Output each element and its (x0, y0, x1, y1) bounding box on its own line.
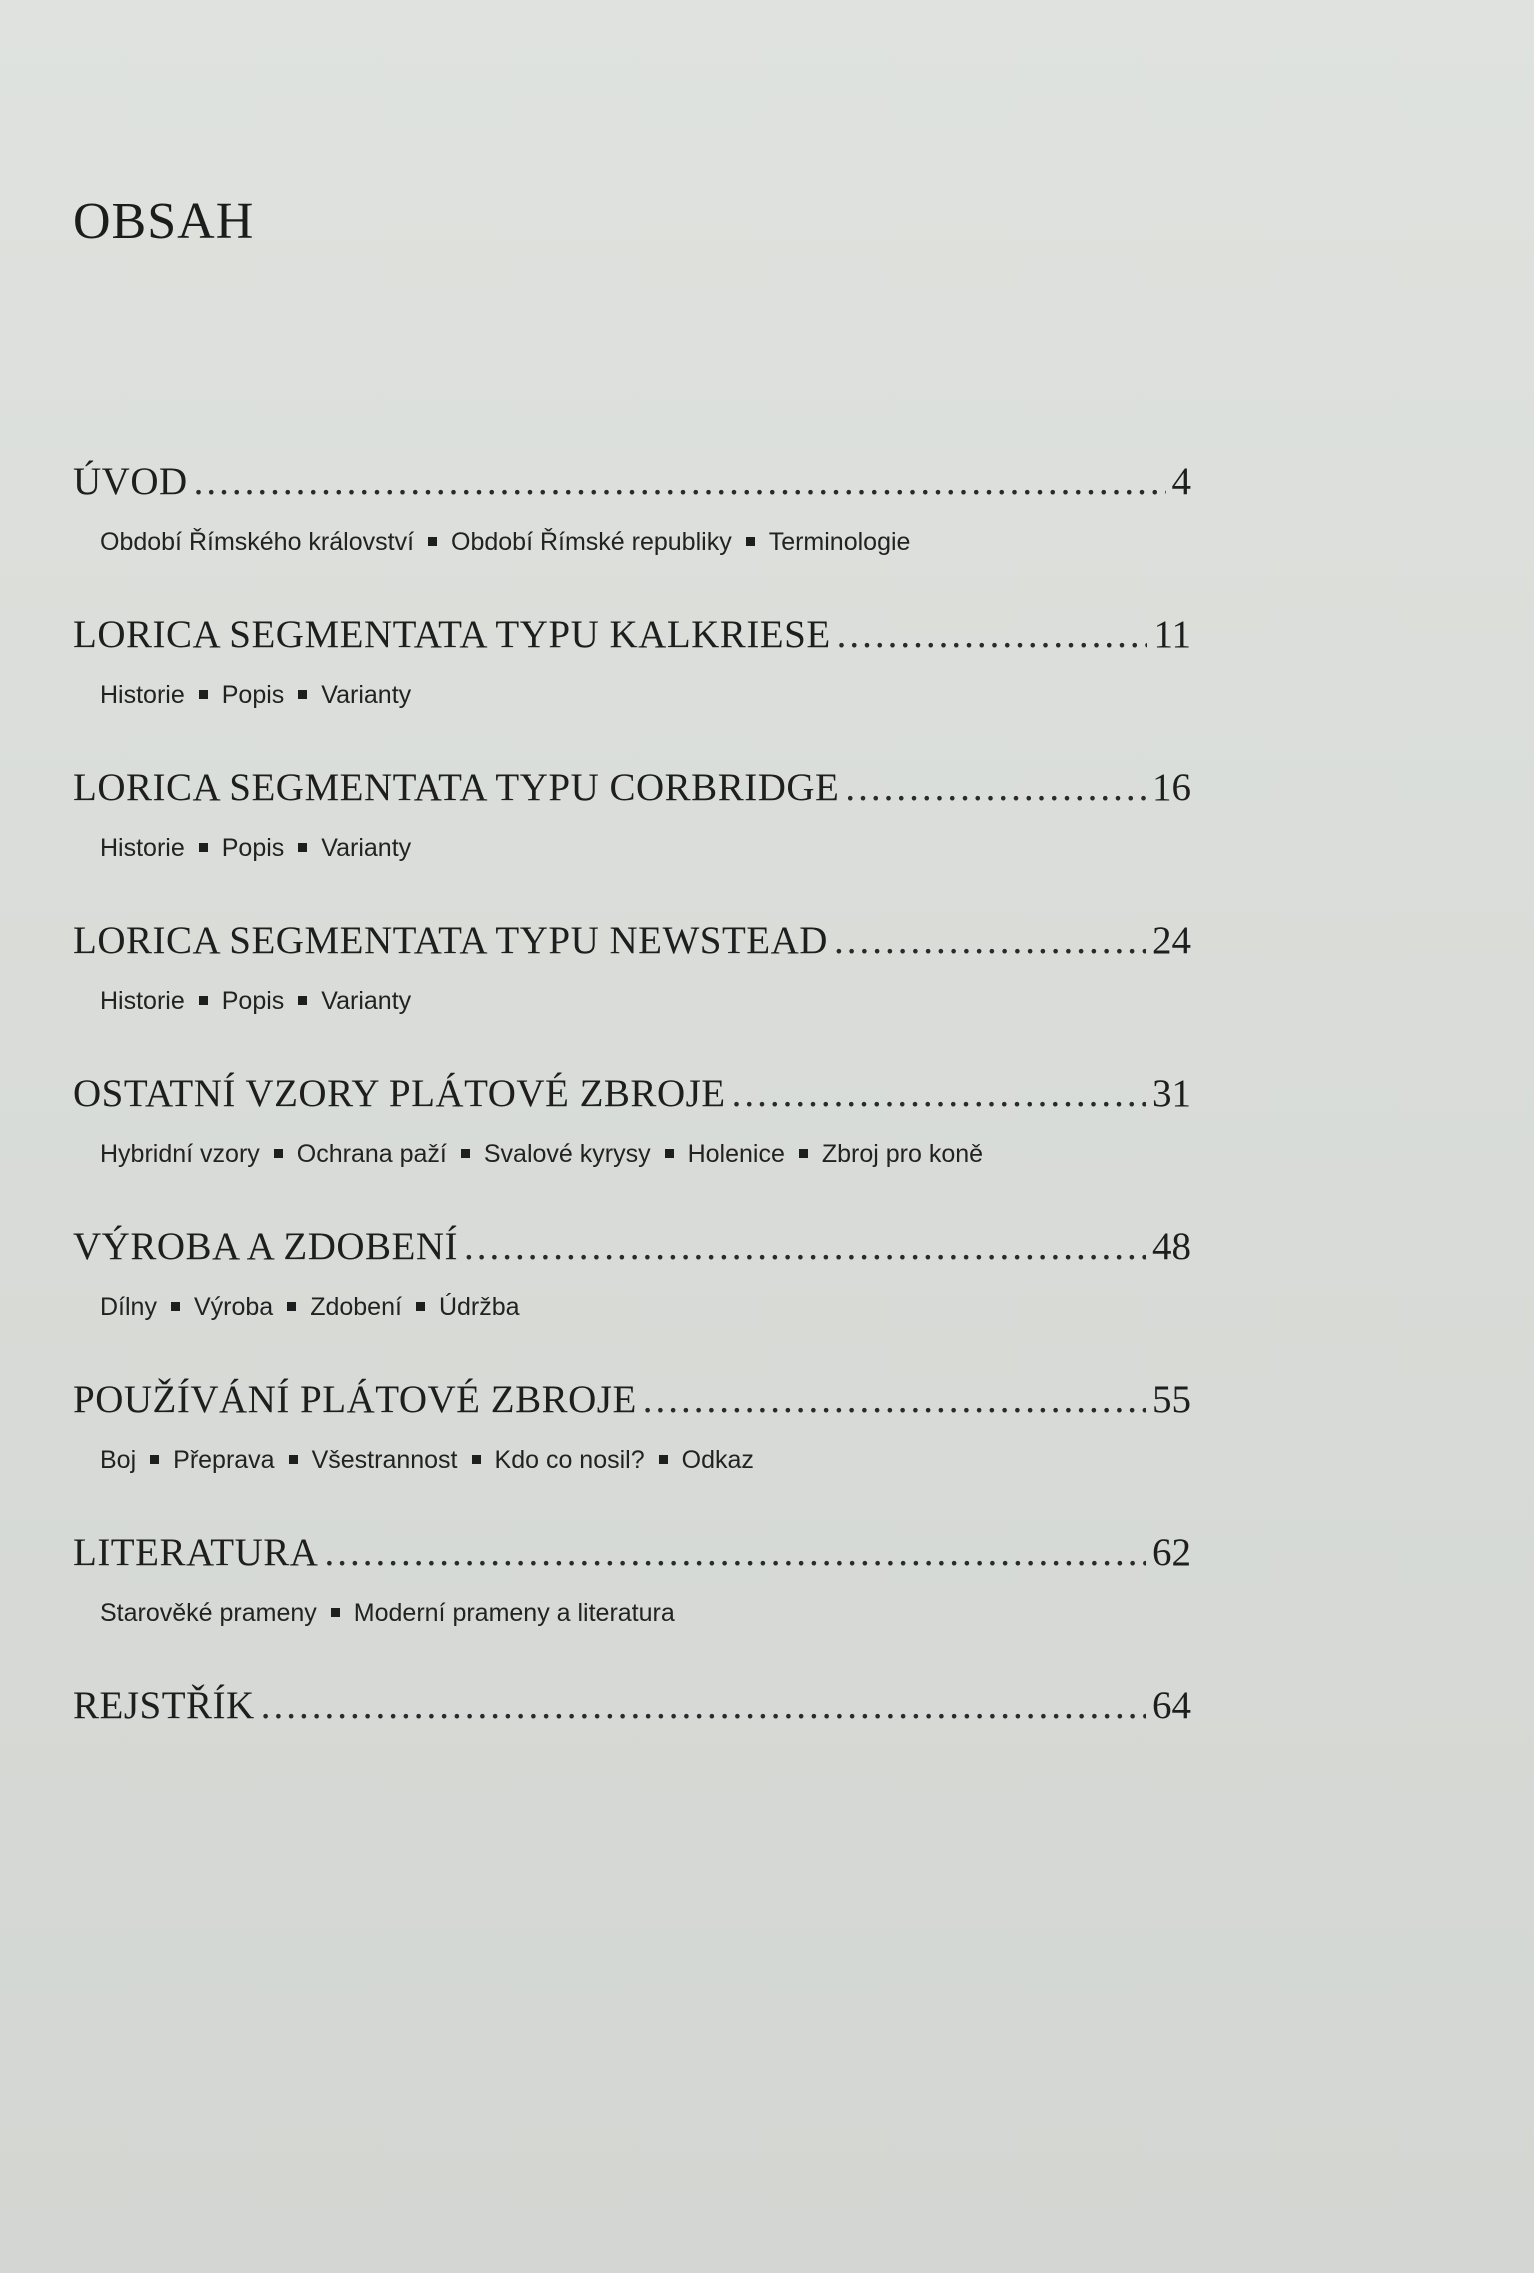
subtopic: Varianty (321, 681, 412, 709)
subtopic: Všestrannost (311, 1446, 458, 1474)
chapter-title: POUŽÍVÁNÍ PLÁTOVÉ ZBROJE (73, 1378, 637, 1421)
subtopic: Ochrana paží (296, 1140, 447, 1168)
subtopic: Popis (221, 681, 285, 709)
subtopic: Moderní prameny a literatura (353, 1599, 675, 1627)
subtopic: Hybridní vzory (100, 1140, 260, 1168)
subtopic: Období Římského království (100, 528, 415, 556)
toc-entry-heading (73, 462, 1191, 510)
subtopics (100, 1601, 1191, 1626)
subtopic: Zbroj pro koně (821, 1140, 984, 1168)
square-bullet-icon (171, 1302, 180, 1311)
toc-entry (73, 1227, 1191, 1380)
toc-entry-heading (73, 615, 1191, 663)
square-bullet-icon (472, 1455, 481, 1464)
subtopic: Přeprava (173, 1446, 275, 1474)
square-bullet-icon (665, 1149, 674, 1158)
page-number: 24 (1152, 919, 1191, 962)
square-bullet-icon (199, 843, 208, 852)
dot-leader (194, 462, 1166, 501)
page-number: 62 (1152, 1531, 1191, 1574)
square-bullet-icon (461, 1149, 470, 1158)
square-bullet-icon (287, 1302, 296, 1311)
dot-leader (464, 1227, 1146, 1266)
square-bullet-icon (199, 996, 208, 1005)
chapter-title: ÚVOD (73, 460, 188, 503)
subtopic: Varianty (321, 834, 412, 862)
square-bullet-icon (298, 996, 307, 1005)
page-number: 55 (1152, 1378, 1191, 1421)
chapter-title: LORICA SEGMENTATA TYPU CORBRIDGE (73, 766, 840, 809)
toc-entry (73, 1686, 1191, 1839)
dot-leader (837, 615, 1148, 654)
toc-entry-heading (73, 1074, 1191, 1122)
dot-leader (643, 1380, 1146, 1419)
subtopic: Holenice (687, 1140, 785, 1168)
subtopic: Starověké prameny (100, 1599, 317, 1627)
subtopic: Období Římské republiky (451, 528, 732, 556)
subtopics (100, 989, 1191, 1014)
subtopics (100, 1448, 1191, 1473)
subtopics (100, 683, 1191, 708)
toc-entry (73, 615, 1191, 768)
square-bullet-icon (289, 1455, 298, 1464)
square-bullet-icon (298, 843, 307, 852)
subtopic: Dílny (100, 1293, 157, 1321)
subtopics (100, 1295, 1191, 1320)
page-number: 4 (1171, 460, 1191, 503)
dot-leader (261, 1686, 1146, 1725)
subtopic: Svalové kyrysy (483, 1140, 651, 1168)
subtopic: Varianty (321, 987, 412, 1015)
square-bullet-icon (428, 537, 437, 546)
square-bullet-icon (298, 690, 307, 699)
table-of-contents (73, 462, 1191, 1839)
subtopic: Historie (100, 987, 185, 1015)
subtopic: Historie (100, 681, 185, 709)
square-bullet-icon (274, 1149, 283, 1158)
toc-entry (73, 768, 1191, 921)
chapter-title: VÝROBA A ZDOBENÍ (73, 1225, 459, 1268)
square-bullet-icon (659, 1455, 668, 1464)
chapter-title: REJSTŘÍK (73, 1684, 255, 1727)
page-number: 31 (1152, 1072, 1191, 1115)
page-title: OBSAH (73, 193, 255, 250)
toc-entry (73, 462, 1191, 615)
toc-entry-heading (73, 1380, 1191, 1428)
toc-entry-heading (73, 1227, 1191, 1275)
square-bullet-icon (746, 537, 755, 546)
subtopic: Boj (100, 1446, 137, 1474)
toc-entry (73, 1380, 1191, 1533)
chapter-title: LORICA SEGMENTATA TYPU NEWSTEAD (73, 919, 828, 962)
subtopic: Popis (221, 987, 285, 1015)
square-bullet-icon (416, 1302, 425, 1311)
toc-entry-heading (73, 1686, 1191, 1734)
subtopics (100, 530, 1191, 555)
subtopics (100, 1142, 1191, 1167)
square-bullet-icon (150, 1455, 159, 1464)
page-number: 48 (1152, 1225, 1191, 1268)
page-number: 16 (1152, 766, 1191, 809)
toc-entry (73, 1074, 1191, 1227)
square-bullet-icon (799, 1149, 808, 1158)
subtopic: Kdo co nosil? (494, 1446, 645, 1474)
toc-entry-heading (73, 1533, 1191, 1581)
toc-entry (73, 1533, 1191, 1686)
dot-leader (845, 768, 1146, 807)
dot-leader (732, 1074, 1146, 1113)
square-bullet-icon (331, 1608, 340, 1617)
page-number: 11 (1153, 613, 1191, 656)
square-bullet-icon (199, 690, 208, 699)
subtopic: Popis (221, 834, 285, 862)
chapter-title: LITERATURA (73, 1531, 319, 1574)
subtopic: Terminologie (768, 528, 911, 556)
toc-entry (73, 921, 1191, 1074)
subtopic: Zdobení (310, 1293, 402, 1321)
dot-leader (324, 1533, 1146, 1572)
toc-entry-heading (73, 768, 1191, 816)
toc-entry-heading (73, 921, 1191, 969)
subtopic: Odkaz (681, 1446, 754, 1474)
page-number: 64 (1152, 1684, 1191, 1727)
subtopic: Výroba (193, 1293, 274, 1321)
subtopic: Údržba (438, 1293, 520, 1321)
subtopic: Historie (100, 834, 185, 862)
chapter-title: OSTATNÍ VZORY PLÁTOVÉ ZBROJE (73, 1072, 726, 1115)
subtopics (100, 836, 1191, 861)
chapter-title: LORICA SEGMENTATA TYPU KALKRIESE (73, 613, 831, 656)
dot-leader (834, 921, 1146, 960)
